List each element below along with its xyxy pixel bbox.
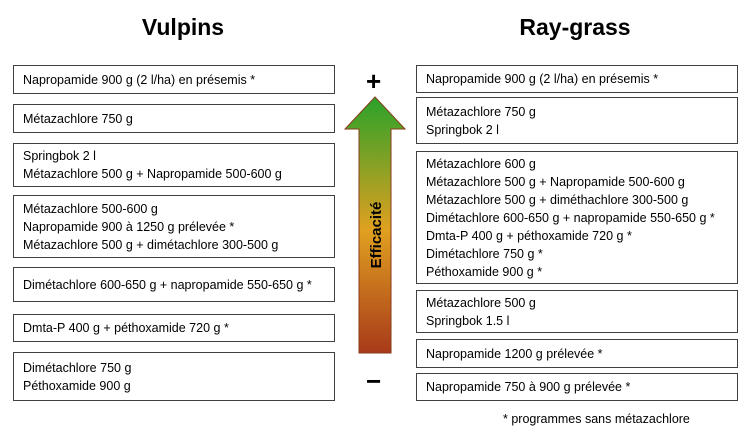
raygrass-box-2 [416, 97, 738, 144]
vulpins-line: Métazachlore 500 g + Napropamide 500-600 g [23, 167, 282, 181]
raygrass-line: Métazachlore 500 g + Napropamide 500-600 g [426, 174, 685, 189]
vulpins-line: Napropamide 900 à 1250 g prélevée * [23, 219, 235, 234]
minus-sign: − [366, 366, 382, 396]
raygrass-line: Napropamide 900 g (2 l/ha) en présemis * [426, 72, 659, 86]
raygrass-title: Ray-grass [519, 14, 631, 40]
vulpins-line: Dmta-P 400 g + péthoxamide 720 g * [23, 321, 229, 335]
plus-sign: + [366, 66, 382, 96]
vulpins-box-2 [13, 104, 335, 133]
raygrass-line: Dimétachlore 750 g * [426, 246, 543, 261]
vulpins-line: Napropamide 900 g (2 l/ha) en présemis * [23, 72, 256, 87]
footnote: * programmes sans métazachlore [503, 412, 690, 426]
raygrass-line: Péthoxamide 900 g * [426, 264, 543, 279]
vulpins-line: Springbok 2 l [23, 149, 96, 163]
raygrass-line: Métazachlore 500 g [426, 295, 536, 310]
raygrass-line: Springbok 1.5 l [426, 313, 510, 328]
vulpins-line: Péthoxamide 900 g [23, 378, 131, 393]
raygrass-box-1 [416, 65, 738, 93]
vulpins-box-1 [13, 65, 335, 94]
raygrass-box-4 [416, 290, 738, 333]
vulpins-box-5 [13, 267, 335, 302]
raygrass-line: Dimétachlore 600-650 g + napropamide 550-650 g * [426, 210, 715, 225]
raygrass-line: Springbok 2 l [426, 122, 499, 137]
efficacy-label: Efficacité [368, 201, 385, 269]
raygrass-line: Métazachlore 750 g [426, 104, 536, 119]
raygrass-box-3 [416, 151, 738, 284]
raygrass-line: Dmta-P 400 g + péthoxamide 720 g * [426, 228, 632, 243]
vulpins-line: Métazachlore 500 g + dimétachlore 300-500 g [23, 237, 279, 252]
raygrass-line: Napropamide 750 à 900 g prélevée * [426, 380, 631, 394]
vulpins-line: Métazachlore 750 g [23, 111, 133, 126]
raygrass-line: Napropamide 1200 g prélevée * [426, 346, 603, 361]
raygrass-line: Métazachlore 500 g + diméthachlore 300-500 g [426, 192, 689, 207]
vulpins-line: Dimétachlore 600-650 g + napropamide 550-650 g * [23, 277, 312, 292]
vulpins-box-4 [13, 195, 335, 258]
vulpins-box-6 [13, 314, 335, 342]
raygrass-box-5 [416, 339, 738, 368]
vulpins-box-3 [13, 143, 335, 187]
vulpins-line: Métazachlore 500-600 g [23, 201, 158, 216]
raygrass-line: Métazachlore 600 g [426, 156, 536, 171]
vulpins-title: Vulpins [141, 14, 225, 40]
vulpins-line: Dimétachlore 750 g [23, 360, 132, 375]
efficacy-arrow [343, 95, 407, 355]
raygrass-box-6 [416, 373, 738, 401]
vulpins-box-7 [13, 352, 335, 401]
